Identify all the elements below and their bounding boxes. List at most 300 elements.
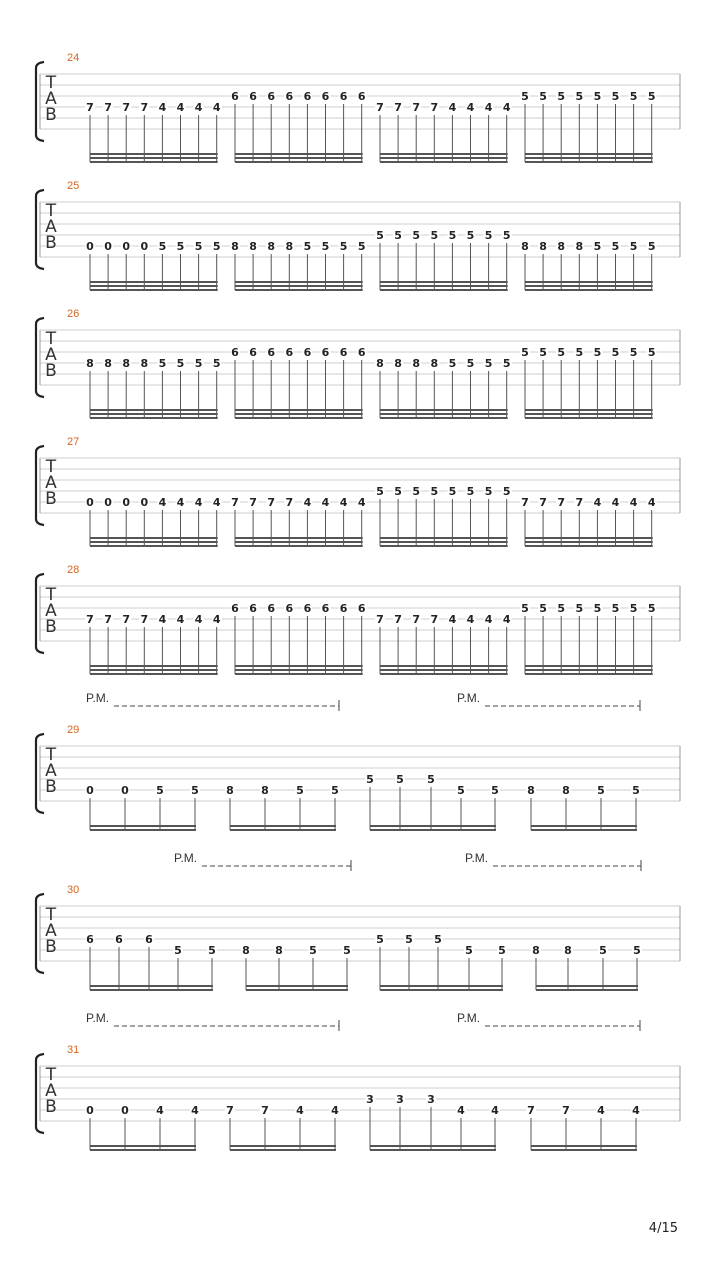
note-beam <box>235 285 363 287</box>
note-beam <box>235 161 363 163</box>
fret-number: 5 <box>430 485 439 498</box>
note-beam <box>525 417 653 419</box>
fret-number: 6 <box>303 602 312 615</box>
beam-group <box>526 784 641 831</box>
fret-number: 4 <box>484 101 493 114</box>
fret-number: 5 <box>191 784 199 797</box>
note-beam <box>370 1149 496 1151</box>
note-beam <box>525 153 653 155</box>
fret-number: 5 <box>174 944 182 957</box>
fret-number: 7 <box>521 496 529 509</box>
fret-number: 4 <box>156 1104 164 1117</box>
fret-number: 6 <box>321 602 330 615</box>
tab-clef-letter: T <box>45 745 57 765</box>
fret-number: 4 <box>158 101 167 114</box>
fret-number: 4 <box>321 496 330 509</box>
fret-number: 5 <box>194 240 203 253</box>
note-beam <box>90 289 218 291</box>
fret-number: 5 <box>611 602 620 615</box>
measure-number: 25 <box>67 180 80 192</box>
palm-mute-label: P.M. <box>174 851 198 865</box>
beam-group <box>230 602 367 675</box>
note-beam <box>246 985 348 987</box>
beam-group <box>520 602 657 675</box>
note-beam <box>90 829 196 831</box>
note-beam <box>90 1149 196 1151</box>
fret-number: 4 <box>158 613 167 626</box>
fret-number: 4 <box>194 613 203 626</box>
fret-number: 8 <box>261 784 269 797</box>
fret-number: 6 <box>285 602 294 615</box>
note-beam <box>90 665 218 667</box>
fret-number: 5 <box>498 944 506 957</box>
fret-number: 5 <box>629 240 638 253</box>
fret-number: 5 <box>448 485 457 498</box>
beam-group <box>520 346 657 419</box>
fret-number: 5 <box>339 240 348 253</box>
palm-mute-label: P.M. <box>457 1011 481 1025</box>
fret-number: 5 <box>484 485 493 498</box>
fret-number: 7 <box>394 613 402 626</box>
fret-number: 5 <box>448 229 457 242</box>
note-beam <box>525 545 653 547</box>
note-beam <box>235 289 363 291</box>
note-beam <box>90 281 218 283</box>
fret-number: 6 <box>321 346 330 359</box>
fret-number: 8 <box>249 240 257 253</box>
beam-group <box>375 933 507 991</box>
fret-number: 7 <box>527 1104 535 1117</box>
note-beam <box>370 829 496 831</box>
fret-number: 4 <box>457 1104 465 1117</box>
note-beam <box>230 1145 336 1147</box>
note-beam <box>90 985 213 987</box>
fret-number: 6 <box>231 602 239 615</box>
tab-clef-letter: T <box>45 1065 57 1085</box>
note-beam <box>235 669 363 671</box>
beam-group <box>365 773 500 831</box>
note-beam <box>235 545 363 547</box>
fret-number: 4 <box>212 496 221 509</box>
fret-number: 6 <box>303 90 312 103</box>
note-beam <box>90 413 218 415</box>
fret-number: 5 <box>593 602 602 615</box>
palm-mute-label: P.M. <box>86 1011 110 1025</box>
fret-number: 5 <box>557 90 566 103</box>
fret-number: 0 <box>121 1104 129 1117</box>
fret-number: 5 <box>412 229 421 242</box>
fret-number: 5 <box>396 773 404 786</box>
note-beam <box>235 673 363 675</box>
fret-number: 8 <box>231 240 239 253</box>
fret-number: 4 <box>303 496 312 509</box>
fret-number: 8 <box>140 357 149 370</box>
fret-number: 7 <box>226 1104 234 1117</box>
note-beam <box>370 1145 496 1147</box>
fret-number: 4 <box>466 613 475 626</box>
fret-number: 5 <box>412 485 421 498</box>
fret-number: 5 <box>502 357 511 370</box>
fret-number: 7 <box>104 101 112 114</box>
fret-number: 0 <box>140 240 149 253</box>
palm-mute-label: P.M. <box>457 691 481 705</box>
fret-number: 6 <box>249 346 257 359</box>
fret-number: 5 <box>575 90 584 103</box>
fret-number: 4 <box>491 1104 499 1117</box>
palm-mute-label: P.M. <box>465 851 489 865</box>
fret-number: 5 <box>309 944 317 957</box>
fret-number: 5 <box>212 357 221 370</box>
tab-system-29 <box>36 691 680 831</box>
fret-number: 8 <box>412 357 421 370</box>
fret-number: 5 <box>394 229 402 242</box>
fret-number: 4 <box>191 1104 199 1117</box>
tab-system-26 <box>36 308 680 419</box>
fret-number: 8 <box>430 357 439 370</box>
note-beam <box>230 829 336 831</box>
fret-number: 0 <box>140 496 149 509</box>
note-beam <box>90 285 218 287</box>
tab-clef-letter: A <box>45 1081 57 1101</box>
fret-number: 5 <box>208 944 216 957</box>
beam-group <box>85 496 222 547</box>
note-beam <box>235 281 363 283</box>
fret-number: 0 <box>86 496 94 509</box>
note-beam <box>90 417 218 419</box>
note-beam <box>380 417 508 419</box>
fret-number: 3 <box>396 1093 404 1106</box>
fret-number: 5 <box>647 90 656 103</box>
measure-number: 26 <box>67 308 80 320</box>
note-beam <box>536 989 638 991</box>
fret-number: 6 <box>339 602 348 615</box>
tab-clef-letter: A <box>45 921 57 941</box>
fret-number: 7 <box>261 1104 269 1117</box>
note-beam <box>525 281 653 283</box>
fret-number: 5 <box>357 240 366 253</box>
fret-number: 5 <box>593 346 602 359</box>
fret-number: 5 <box>158 357 167 370</box>
fret-number: 8 <box>557 240 566 253</box>
fret-number: 4 <box>357 496 366 509</box>
note-beam <box>380 409 508 411</box>
fret-number: 4 <box>597 1104 605 1117</box>
note-beam <box>90 153 218 155</box>
beam-group <box>526 1104 641 1151</box>
fret-number: 4 <box>502 613 511 626</box>
fret-number: 5 <box>539 90 547 103</box>
note-beam <box>370 825 496 827</box>
fret-number: 7 <box>249 496 257 509</box>
tab-clef-letter: B <box>45 361 57 381</box>
fret-number: 5 <box>176 240 185 253</box>
fret-number: 5 <box>611 90 620 103</box>
fret-number: 5 <box>376 933 384 946</box>
tab-system-30 <box>36 851 680 991</box>
tab-clef-letter: B <box>45 617 57 637</box>
fret-number: 3 <box>427 1093 435 1106</box>
beam-group <box>230 90 367 163</box>
fret-number: 8 <box>86 357 94 370</box>
measure-number: 31 <box>67 1044 80 1056</box>
fret-number: 5 <box>502 229 511 242</box>
fret-number: 6 <box>115 933 123 946</box>
tab-clef-letter: A <box>45 89 57 109</box>
note-beam <box>235 409 363 411</box>
fret-number: 5 <box>557 602 566 615</box>
note-beam <box>380 161 508 163</box>
fret-number: 5 <box>647 346 656 359</box>
fret-number: 5 <box>176 357 185 370</box>
fret-number: 7 <box>140 613 149 626</box>
fret-number: 6 <box>321 90 330 103</box>
note-beam <box>380 285 508 287</box>
note-beam <box>531 825 637 827</box>
note-beam <box>235 537 363 539</box>
note-beam <box>90 669 218 671</box>
fret-number: 0 <box>104 240 112 253</box>
beam-group <box>241 944 352 991</box>
fret-number: 7 <box>394 101 402 114</box>
fret-number: 7 <box>575 496 584 509</box>
fret-number: 6 <box>145 933 153 946</box>
note-beam <box>90 157 218 159</box>
fret-number: 6 <box>357 90 366 103</box>
beam-group <box>225 1104 340 1151</box>
fret-number: 8 <box>539 240 547 253</box>
fret-number: 5 <box>427 773 435 786</box>
fret-number: 7 <box>562 1104 570 1117</box>
note-beam <box>380 989 503 991</box>
fret-number: 6 <box>357 602 366 615</box>
fret-number: 7 <box>539 496 547 509</box>
tab-system-31 <box>36 1011 680 1151</box>
note-beam <box>90 545 218 547</box>
fret-number: 5 <box>466 229 475 242</box>
measure-number: 29 <box>67 724 80 736</box>
palm-mute-label: P.M. <box>86 691 110 705</box>
tab-clef-letter: A <box>45 761 57 781</box>
fret-number: 5 <box>557 346 566 359</box>
note-beam <box>380 665 508 667</box>
fret-number: 5 <box>296 784 304 797</box>
note-beam <box>525 413 653 415</box>
note-beam <box>235 665 363 667</box>
note-beam <box>90 989 213 991</box>
note-beam <box>230 825 336 827</box>
fret-number: 5 <box>405 933 413 946</box>
note-beam <box>380 985 503 987</box>
note-beam <box>246 989 348 991</box>
note-beam <box>380 281 508 283</box>
note-beam <box>525 669 653 671</box>
fret-number: 8 <box>242 944 250 957</box>
fret-number: 5 <box>633 944 641 957</box>
beam-group <box>375 101 512 163</box>
fret-number: 7 <box>412 101 421 114</box>
fret-number: 6 <box>231 346 239 359</box>
fret-number: 5 <box>331 784 339 797</box>
beam-group <box>85 933 217 991</box>
beam-group <box>230 496 367 547</box>
fret-number: 7 <box>430 613 439 626</box>
fret-number: 4 <box>448 613 457 626</box>
fret-number: 4 <box>212 101 221 114</box>
fret-number: 4 <box>466 101 475 114</box>
fret-number: 8 <box>275 944 283 957</box>
tab-clef-letter: T <box>45 457 57 477</box>
note-beam <box>531 829 637 831</box>
fret-number: 0 <box>121 784 129 797</box>
fret-number: 0 <box>104 496 112 509</box>
tab-clef-letter: A <box>45 217 57 237</box>
fret-number: 5 <box>156 784 164 797</box>
page-number: 4/15 <box>648 1221 678 1236</box>
note-beam <box>90 409 218 411</box>
fret-number: 4 <box>194 496 203 509</box>
fret-number: 6 <box>249 90 257 103</box>
fret-number: 4 <box>212 613 221 626</box>
beam-group <box>85 240 222 291</box>
fret-number: 5 <box>575 346 584 359</box>
note-beam <box>90 825 196 827</box>
fret-number: 7 <box>376 613 384 626</box>
tab-clef-letter: B <box>45 937 57 957</box>
fret-number: 6 <box>249 602 257 615</box>
fret-number: 5 <box>647 240 656 253</box>
note-beam <box>230 1149 336 1151</box>
note-beam <box>525 409 653 411</box>
fret-number: 0 <box>86 240 94 253</box>
beam-group <box>230 346 367 419</box>
fret-number: 5 <box>430 229 439 242</box>
tab-clef-letter: T <box>45 329 57 349</box>
beam-group <box>375 229 512 291</box>
note-beam <box>380 673 508 675</box>
fret-number: 5 <box>611 346 620 359</box>
fret-number: 7 <box>231 496 239 509</box>
fret-number: 5 <box>457 784 465 797</box>
note-beam <box>380 541 508 543</box>
beam-group <box>520 90 657 163</box>
note-beam <box>380 537 508 539</box>
beam-group <box>85 784 200 831</box>
fret-number: 4 <box>158 496 167 509</box>
beam-group <box>520 240 657 291</box>
fret-number: 5 <box>448 357 457 370</box>
tab-system-28 <box>36 564 680 675</box>
fret-number: 5 <box>376 485 384 498</box>
tab-system-27 <box>36 436 680 547</box>
fret-number: 7 <box>557 496 566 509</box>
fret-number: 4 <box>339 496 348 509</box>
note-beam <box>380 157 508 159</box>
note-beam <box>525 285 653 287</box>
note-beam <box>235 541 363 543</box>
fret-number: 4 <box>632 1104 640 1117</box>
beam-group <box>85 357 222 419</box>
fret-number: 4 <box>448 101 457 114</box>
beam-group <box>375 613 512 675</box>
fret-number: 6 <box>285 90 294 103</box>
fret-number: 5 <box>632 784 640 797</box>
fret-number: 8 <box>532 944 540 957</box>
note-beam <box>90 537 218 539</box>
fret-number: 8 <box>267 240 276 253</box>
fret-number: 4 <box>331 1104 339 1117</box>
fret-number: 6 <box>267 602 276 615</box>
beam-group <box>225 784 340 831</box>
fret-number: 5 <box>434 933 442 946</box>
note-beam <box>235 413 363 415</box>
note-beam <box>380 289 508 291</box>
note-beam <box>525 537 653 539</box>
tab-clef-letter: A <box>45 345 57 365</box>
note-beam <box>380 413 508 415</box>
note-beam <box>90 673 218 675</box>
note-beam <box>525 289 653 291</box>
note-beam <box>525 541 653 543</box>
note-beam <box>531 1149 637 1151</box>
fret-number: 5 <box>158 240 167 253</box>
fret-number: 8 <box>226 784 234 797</box>
fret-number: 6 <box>303 346 312 359</box>
fret-number: 5 <box>629 90 638 103</box>
fret-number: 8 <box>122 357 131 370</box>
note-beam <box>90 161 218 163</box>
fret-number: 8 <box>376 357 384 370</box>
fret-number: 4 <box>176 613 185 626</box>
note-beam <box>380 669 508 671</box>
fret-number: 5 <box>366 773 374 786</box>
fret-number: 4 <box>593 496 602 509</box>
fret-number: 6 <box>285 346 294 359</box>
fret-number: 5 <box>465 944 473 957</box>
fret-number: 4 <box>647 496 656 509</box>
beam-group <box>520 496 657 547</box>
beam-group <box>375 485 512 547</box>
fret-number: 7 <box>86 613 94 626</box>
beam-group <box>365 1093 500 1151</box>
fret-number: 8 <box>104 357 112 370</box>
fret-number: 7 <box>122 101 131 114</box>
fret-number: 5 <box>599 944 607 957</box>
note-beam <box>536 985 638 987</box>
fret-number: 4 <box>611 496 620 509</box>
tab-clef-letter: B <box>45 1097 57 1117</box>
fret-number: 8 <box>564 944 572 957</box>
fret-number: 7 <box>104 613 112 626</box>
note-beam <box>380 153 508 155</box>
tab-system-24 <box>36 52 680 163</box>
fret-number: 5 <box>629 346 638 359</box>
fret-number: 4 <box>176 496 185 509</box>
fret-number: 5 <box>597 784 605 797</box>
fret-number: 5 <box>575 602 584 615</box>
fret-number: 5 <box>593 90 602 103</box>
fret-number: 7 <box>267 496 276 509</box>
beam-group <box>375 357 512 419</box>
fret-number: 0 <box>86 1104 94 1117</box>
measure-number: 30 <box>67 884 80 896</box>
fret-number: 6 <box>267 346 276 359</box>
fret-number: 5 <box>321 240 330 253</box>
fret-number: 6 <box>339 90 348 103</box>
fret-number: 5 <box>502 485 511 498</box>
fret-number: 5 <box>629 602 638 615</box>
fret-number: 5 <box>521 346 529 359</box>
fret-number: 6 <box>339 346 348 359</box>
